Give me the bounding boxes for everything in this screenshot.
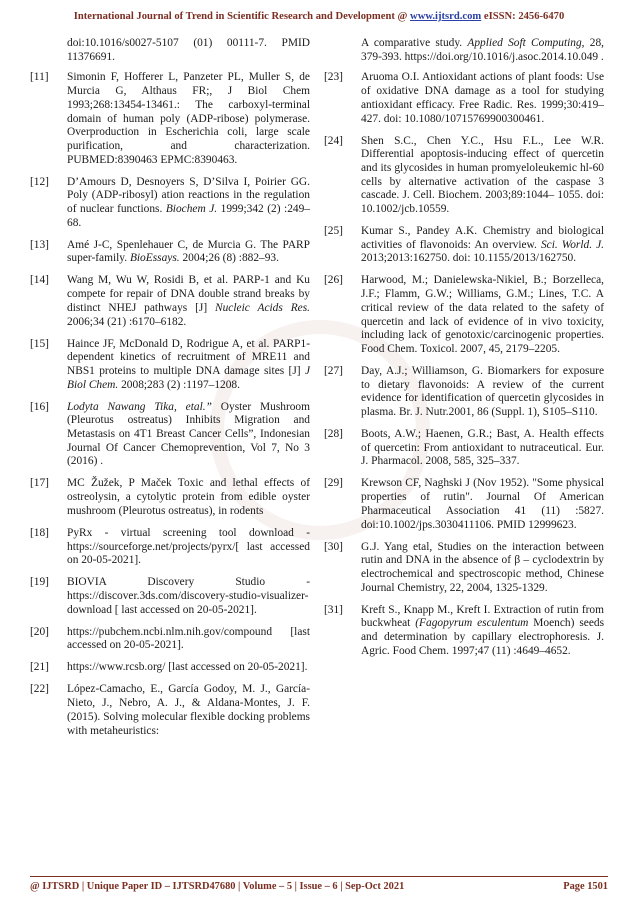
- right-column: [324, 37, 604, 667]
- reference-item: [30, 477, 310, 518]
- reference-number: [23]: [324, 71, 343, 84]
- reference-number: [27]: [324, 364, 343, 377]
- reference-text: Day, A.J.; Williamson, G. Biomarkers for exposure to dietary flavonoids: A review of the current evidence for identification of quercetin glycosides in plasma. Br. J. Nutr.2001, 86 (Suppl. 1), S105–S110.: [361, 364, 604, 419]
- reference-journal: Nucleic Acids Res.: [215, 301, 310, 314]
- left-reference-list: [30, 71, 310, 738]
- footer-divider: [30, 876, 608, 877]
- reference-text: Moench) seeds and determination by capillary electrophoresis. J. Agric. Food Chem. 1997;47 (11) :4649–4652.: [361, 617, 605, 657]
- header-prefix: International Journal of Trend in Scientific Research and Development @: [73, 11, 411, 22]
- reference-text: Haince JF, McDonald D, Rodrigue A, et al. PARP1-dependent kinetics of recruitment of MRE11 and NBS1 proteins to multiple DNA damage sites [J]: [67, 337, 310, 377]
- reference-item: [30, 401, 310, 470]
- reference-number: [16]: [30, 400, 49, 413]
- reference-item: [324, 428, 604, 469]
- reference-text: BIOVIA Discovery Studio - https://discover.3ds.com/discovery-studio-visualizer-download [ last accessed on 20-05-2021].: [67, 576, 310, 616]
- reference-item: [30, 274, 310, 329]
- reference-text: Shen S.C., Chen Y.C., Hsu F.L., Lee W.R. Differential apoptosis-inducing effect of quercetin and its glycosides in human promyeloleukemic hl-60 cells by alternative activation of the caspase 3 cascade. J. Cell. Biochem. 2003;89:1044– 1055. doi: 10.1002/jcb.10559.: [361, 134, 604, 216]
- reference-number: [21]: [30, 661, 49, 674]
- journal-website-link[interactable]: www.ijtsrd.com: [410, 11, 482, 22]
- reference-text: Oyster Mushroom (Pleurotus ostreatus) Inhibits Migration and Metastasis on 4T1 Breast Cancer Cells”, Indonesian Journal Of Cancer Chemoprevention, Vol 7, No 3 (2016) .: [67, 400, 310, 468]
- reference-item: [30, 683, 310, 738]
- reference-text: Boots, A.W.; Haenen, G.R.; Bast, A. Health effects of quercetin: From antioxidant to nutraceutical. Eur. J. Pharmacol. 2008, 585, 325–337.: [361, 428, 604, 468]
- reference-journal: (Fagopyrum esculentum: [415, 617, 529, 630]
- reference-item: [324, 71, 604, 126]
- reference-text: 2013;2013:162750. doi: 10.1155/2013/162750.: [361, 252, 577, 265]
- reference-journal: Sci. World. J.: [540, 238, 604, 251]
- reference-number: [17]: [30, 477, 49, 490]
- reference-text: https://www.rcsb.org/ [last accessed on 20-05-2021].: [67, 661, 308, 674]
- reference-number: [13]: [30, 238, 49, 251]
- reference-item: [324, 365, 604, 420]
- reference-item: [324, 274, 604, 356]
- reference-text: Simonin F, Hofferer L, Panzeter PL, Muller S, de Murcia G, Althaus FR;, J Biol Chem 1993;268:13454-13461.: The carboxyl-terminal domain of human poly (ADP-ribose) polymerase. Overproduction in Escherichia coli, large scale purification, and characterization. PUBMED:8390463 EPMC:8390463.: [67, 71, 310, 166]
- continuation-rest: , 28, 379-393. https://doi.org/10.1016/j.asoc.2014.10.049 .: [361, 37, 604, 63]
- reference-number: [28]: [324, 428, 343, 441]
- reference-text: Kumar S., Pandey A.K. Chemistry and biological activities of flavonoids: An overview.: [361, 225, 604, 251]
- footer-paper-info: @ IJTSRD | Unique Paper ID – IJTSRD47680 | Volume – 5 | Issue – 6 | Sep-Oct 2021: [30, 881, 405, 892]
- reference-text: Wang M, Wu W, Rosidi B, et al. PARP-1 and Ku compete for repair of DNA double strand breaks by distinct NHEJ pathways [J]: [67, 274, 310, 314]
- reference-item: [30, 576, 310, 617]
- reference-number: [24]: [324, 134, 343, 147]
- reference-item: [324, 477, 604, 532]
- reference-number: [25]: [324, 225, 343, 238]
- reference-journal: Lodyta Nawang Tika, etal.”: [67, 400, 212, 413]
- reference-text: Harwood, M.; Danielewska-Nikiel, B.; Borzelleca, J.F.; Flamm, G.W.; Williams, G.M.; Lines, T.C. A critical review of the data related to the safety of quercetin and lack of evidence of in vivo toxicity, including lack of genotoxic/carcinogenic properties. Food Chem. Toxicol. 2007, 45, 2179–2205.: [361, 274, 604, 355]
- left-continuation-text: doi:10.1016/s0027-5107 (01) 00111-7. PMID 11376691.: [67, 37, 310, 63]
- reference-item: [30, 626, 310, 653]
- reference-item: [30, 71, 310, 167]
- reference-journal: J Biol Chem.: [67, 364, 310, 391]
- reference-text: G.J. Yang etal, Studies on the interaction between rutin and DNA in the absence of β – cyclodextrin by electrochemical and spectroscopic method, Chinese Journal Chemistry, 22, 2004, 1325-1329.: [361, 540, 604, 594]
- reference-text: PyRx - virtual screening tool download - https://sourceforge.net/projects/pyrx/[ last accessed on 20-05-2021].: [67, 526, 310, 567]
- reference-item: [324, 135, 604, 217]
- reference-number: [19]: [30, 576, 49, 589]
- reference-number: [12]: [30, 175, 49, 188]
- reference-text: D’Amours D, Desnoyers S, D’Silva I, Poirier GG. Poly (ADP-ribosyl) ation reactions in the regulation of nuclear functions.: [67, 175, 310, 216]
- reference-text: Kreft S., Knapp M., Kreft I. Extraction of rutin from buckwheat: [361, 603, 604, 630]
- reference-number: [22]: [30, 683, 49, 696]
- reference-text: 1999;342 (2) :249–68.: [67, 203, 310, 229]
- reference-number: [15]: [30, 337, 49, 350]
- reference-number: [30]: [324, 540, 343, 553]
- reference-journal: BioEssays.: [129, 252, 180, 265]
- left-column: [30, 37, 310, 747]
- reference-journal: Biochem J.: [165, 203, 218, 216]
- reference-text: Amé J-C, Spenlehauer C, de Murcia G. The PARP super-family.: [67, 238, 310, 265]
- reference-item: [30, 176, 310, 231]
- reference-number: [29]: [324, 477, 343, 490]
- reference-item: [30, 338, 310, 393]
- reference-text: Aruoma O.I. Antioxidant actions of plant foods: Use of oxidative DNA damage as a tool for studying antioxidant efficacy. Free Radic. Res. 1999;30:419–427. doi: 10.1080/10715769900300461.: [361, 71, 604, 125]
- reference-number: [18]: [30, 526, 49, 539]
- reference-item: [324, 604, 604, 659]
- reference-item: [30, 239, 310, 266]
- reference-text: https://pubchem.ncbi.nlm.nih.gov/compound [last accessed on 20-05-2021].: [67, 625, 310, 652]
- reference-text: López-Camacho, E., García Godoy, M. J., García-Nieto, J., Nebro, A. J., & Aldana-Montes, J. F. (2015). Solving molecular flexible docking problems with metaheuristics:: [67, 683, 310, 737]
- reference-number: [11]: [30, 71, 49, 84]
- reference-text: MC Žužek, P Maček Toxic and lethal effects of ostreolysin, a cytolytic protein from edible oyster mushroom (Pleurotus ostreatus), in rodents: [67, 477, 310, 517]
- reference-item: [324, 541, 604, 596]
- right-reference-list: [324, 71, 604, 658]
- journal-header: [0, 11, 638, 22]
- reference-number: [14]: [30, 274, 49, 287]
- reference-number: [31]: [324, 603, 343, 616]
- continuation-plain: A comparative study.: [361, 37, 468, 49]
- continuation-journal: Applied Soft Computing: [467, 37, 582, 49]
- reference-item: [324, 225, 604, 266]
- right-continuation-text: [324, 37, 604, 64]
- reference-number: [20]: [30, 625, 49, 638]
- reference-item: [30, 661, 310, 675]
- reference-item: [30, 527, 310, 568]
- reference-number: [26]: [324, 274, 343, 287]
- page-number: Page 1501: [563, 881, 608, 892]
- reference-text: 2008;283 (2) :1197–1208.: [118, 378, 240, 391]
- reference-text: Krewson CF, Naghski J (Nov 1952). "Some physical properties of rutin". Journal Of American Pharmaceutical Association 41 (11) :5827. doi:10.1002/jps.3030411106. PMID 12999623.: [361, 477, 604, 531]
- header-suffix: eISSN: 2456-6470: [481, 11, 565, 22]
- reference-text: 2004;26 (8) :882–93.: [179, 252, 279, 265]
- reference-text: 2006;34 (21) :6170–6182.: [67, 315, 187, 328]
